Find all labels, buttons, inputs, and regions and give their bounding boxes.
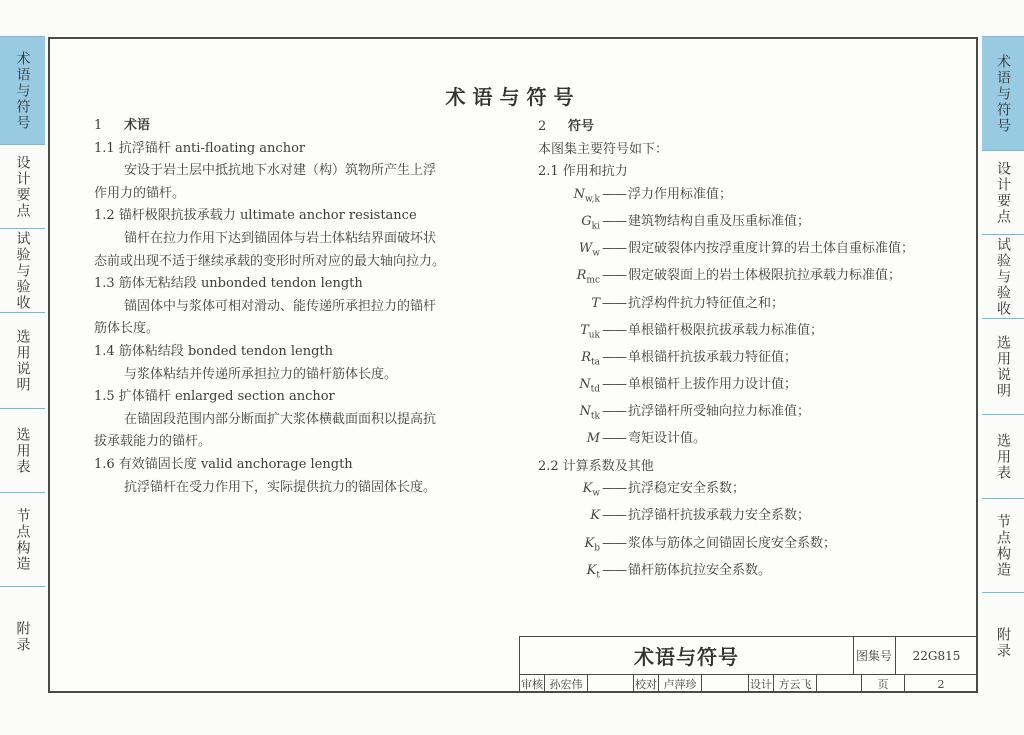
terms-heading-text: 术语 [124, 118, 151, 133]
symbols-heading [538, 116, 948, 139]
side-tab-label: 选用说明 [995, 335, 1011, 399]
side-tab-left-4[interactable] [0, 312, 45, 409]
page-label: 页 [862, 675, 905, 693]
symbol-row [538, 428, 948, 455]
side-tab-label: 术语与符号 [995, 54, 1011, 134]
symbol-main: R [581, 349, 592, 365]
side-tab-label: 节点构造 [995, 514, 1011, 578]
symbol-letter [538, 238, 600, 265]
symbol-description: 抗浮稳定安全系数； [628, 481, 746, 497]
symbol-row [538, 478, 948, 505]
symbol-row [538, 533, 948, 560]
symbol-row [538, 505, 948, 532]
term-line: 1.1 抗浮锚杆 anti-floating anchor [94, 140, 306, 156]
side-tab-label: 术语与符号 [14, 51, 31, 131]
symbol-row [538, 238, 948, 265]
symbol-subscript: ta [591, 357, 600, 368]
dash-separator: —— [602, 535, 626, 551]
term-line: 筋体长度。 [94, 321, 160, 337]
term-line: 1.4 筋体粘结段 bonded tendon length [94, 343, 334, 359]
terms-heading [94, 115, 514, 138]
symbol-row [538, 320, 948, 347]
dash-separator: —— [602, 349, 626, 365]
side-tab-right-7[interactable] [982, 592, 1024, 693]
side-tab-label: 选用表 [14, 427, 31, 475]
symbol-row [538, 347, 948, 374]
symbol-description: 抗浮锚杆所受轴向拉力标准值； [628, 404, 811, 420]
side-tab-label: 附录 [14, 621, 31, 653]
symbol-row [538, 374, 948, 401]
symbol-letter [538, 184, 600, 211]
term-line: 1.6 有效锚固长度 valid anchorage length [94, 456, 353, 472]
term-line: 在锚固段范围内部分断面扩大浆体横截面面积以提高抗 [124, 411, 437, 427]
dash-separator: —— [602, 508, 626, 524]
dash-separator: —— [602, 404, 626, 420]
reviewer-signature-cell [588, 675, 634, 693]
symbol-main: K [586, 562, 597, 578]
symbol-letter [538, 320, 600, 347]
dash-separator: —— [602, 562, 626, 578]
symbol-main: W [578, 241, 593, 257]
side-tab-label: 节点构造 [14, 508, 31, 572]
side-tab-right-3[interactable] [982, 234, 1024, 319]
term-line: 抗浮锚杆在受力作用下，实际提供抗力的锚固体长度。 [124, 479, 437, 495]
symbols-intro: 本图集主要符号如下： [538, 141, 669, 157]
symbols-section [538, 116, 948, 587]
symbol-row [538, 401, 948, 428]
symbol-row [538, 184, 948, 211]
symbol-description: 抗浮构件抗力特征值之和； [628, 295, 785, 311]
symbol-letter [538, 428, 600, 455]
symbol-letter [538, 560, 600, 587]
symbol-letter [538, 265, 600, 292]
side-tab-label: 附录 [995, 627, 1011, 659]
dash-separator: —— [602, 322, 626, 338]
symbol-row [538, 293, 948, 320]
symbol-subscript: w [592, 248, 600, 259]
terms-heading-number: 1 [94, 118, 103, 133]
dash-separator: —— [602, 241, 626, 257]
symbol-main: K [584, 535, 595, 551]
symbol-main: N [579, 377, 591, 393]
symbol-description: 抗浮锚杆抗拔承载力安全系数； [628, 508, 811, 524]
symbol-subscript: ki [591, 221, 600, 232]
designer-signature-cell [817, 675, 862, 693]
symbol-row [538, 560, 948, 587]
symbol-letter [538, 478, 600, 505]
symbol-main: N [573, 186, 586, 202]
page-number: 2 [937, 677, 945, 691]
dash-separator: —— [602, 213, 626, 229]
symbol-letter [538, 505, 600, 532]
checker-name: 卢萍珍 [659, 675, 702, 693]
symbol-subscript: tk [590, 411, 600, 422]
symbol-description: 假定破裂体内按浮重度计算的岩土体自重标准值； [628, 241, 915, 257]
symbol-description: 单根锚杆抗拔承载力特征值； [628, 349, 798, 365]
side-tab-left-1[interactable] [0, 36, 45, 145]
symbol-letter [538, 374, 600, 401]
dash-separator: —— [602, 377, 626, 393]
side-tab-right-5[interactable] [982, 414, 1024, 499]
symbol-subscript: w [592, 488, 600, 499]
term-line: 1.3 筋体无粘结段 unbonded tendon length [94, 276, 363, 292]
side-tab-left-7[interactable] [0, 586, 45, 687]
symbol-letter [538, 401, 600, 428]
reviewer-name: 孙宏伟 [545, 675, 588, 693]
side-tab-right-2[interactable] [982, 150, 1024, 235]
symbol-description: 单根锚杆上拔作用力设计值； [628, 377, 798, 393]
designer-label: 设计 [749, 675, 774, 693]
term-line: 1.5 扩体锚杆 enlarged section anchor [94, 389, 335, 405]
term-line: 锚固体中与浆体可相对滑动、能传递所承担拉力的锚杆 [124, 298, 437, 314]
side-tab-left-3[interactable] [0, 228, 45, 313]
drawing-frame [48, 37, 978, 693]
symbol-description: 单根锚杆极限抗拔承载力标准值； [628, 322, 824, 338]
symbol-row [538, 265, 948, 292]
symbol-description: 浮力作用标准值； [628, 186, 733, 202]
page-title: 术语与符号 [445, 85, 581, 109]
side-tab-right-1[interactable] [982, 36, 1024, 151]
side-tab-left-5[interactable] [0, 408, 45, 493]
symbol-main: G [581, 213, 592, 229]
dash-separator: —— [602, 268, 626, 284]
symbol-subscript: uk [588, 330, 600, 341]
side-tab-left-6[interactable] [0, 492, 45, 587]
symbol-subscript: b [594, 543, 600, 554]
term-line: 1.2 锚杆极限抗拔承载力 ultimate anchor resistance [94, 208, 417, 224]
dash-separator: —— [602, 186, 626, 202]
symbol-main: R [576, 268, 587, 284]
side-tab-label: 设计要点 [14, 155, 31, 219]
reviewer-label: 审核 [520, 675, 545, 693]
symbol-main: N [579, 404, 591, 420]
symbol-main: T [580, 322, 589, 338]
symbol-subscript: w,k [585, 194, 600, 205]
side-tab-left-2[interactable] [0, 144, 45, 229]
symbol-main: T [591, 295, 600, 311]
term-line: 安设于岩土层中抵抗地下水对建（构）筑物所产生上浮 [124, 163, 437, 179]
checker-signature-cell [702, 675, 749, 693]
term-line: 态前或出现不适于继续承载的变形时所对应的最大轴向拉力。 [94, 253, 446, 269]
atlas-number-label: 图集号 [853, 637, 896, 674]
symbol-subscript: td [590, 384, 600, 395]
symbol-letter [538, 211, 600, 238]
designer-name: 方云飞 [774, 675, 817, 693]
dash-separator: —— [602, 431, 626, 447]
symbols-heading-text: 符号 [568, 119, 595, 134]
symbol-main: K [590, 508, 600, 524]
symbol-subscript: t [596, 570, 600, 581]
side-tab-label: 设计要点 [995, 161, 1011, 225]
title-block [519, 636, 977, 693]
symbol-description: 建筑物结构自重及压重标准值； [628, 213, 811, 229]
side-tab-label: 选用说明 [14, 329, 31, 393]
symbol-letter [538, 347, 600, 374]
symbol-description: 弯矩设计值。 [628, 431, 707, 447]
side-tab-label: 选用表 [995, 433, 1011, 481]
symbol-letter [538, 533, 600, 560]
symbol-main: M [586, 431, 600, 447]
symbols-heading-number: 2 [538, 119, 547, 134]
dash-separator: —— [602, 295, 626, 311]
term-line: 拔承载能力的锚杆。 [94, 434, 212, 450]
symbol-description: 浆体与筋体之间锚固长度安全系数； [628, 535, 837, 551]
symbol-main: K [582, 481, 593, 497]
term-line: 锚杆在拉力作用下达到锚固体与岩土体粘结界面破坏状 [124, 230, 437, 246]
symbol-description: 锚杆筋体抗拉安全系数。 [628, 562, 772, 578]
dash-separator: —— [602, 481, 626, 497]
side-tab-label: 试验与验收 [14, 231, 31, 311]
symbol-group-title: 2.1 作用和抗力 [538, 164, 628, 180]
terms-section [94, 115, 514, 499]
symbol-subscript: mc [586, 275, 600, 286]
symbol-letter [538, 293, 600, 320]
term-line: 与浆体粘结并传递所承担拉力的锚杆筋体长度。 [124, 366, 398, 382]
symbol-description: 假定破裂面上的岩土体极限抗拉承载力标准值； [628, 268, 902, 284]
symbol-group-title: 2.2 计算系数及其他 [538, 458, 654, 474]
title-block-title: 术语与符号 [520, 637, 854, 674]
checker-label: 校对 [634, 675, 659, 693]
symbol-row [538, 211, 948, 238]
side-tab-right-4[interactable] [982, 318, 1024, 415]
side-tab-right-6[interactable] [982, 498, 1024, 593]
side-tab-label: 试验与验收 [995, 237, 1011, 317]
atlas-number: 22G815 [912, 648, 961, 663]
term-line: 作用力的锚杆。 [94, 185, 186, 201]
